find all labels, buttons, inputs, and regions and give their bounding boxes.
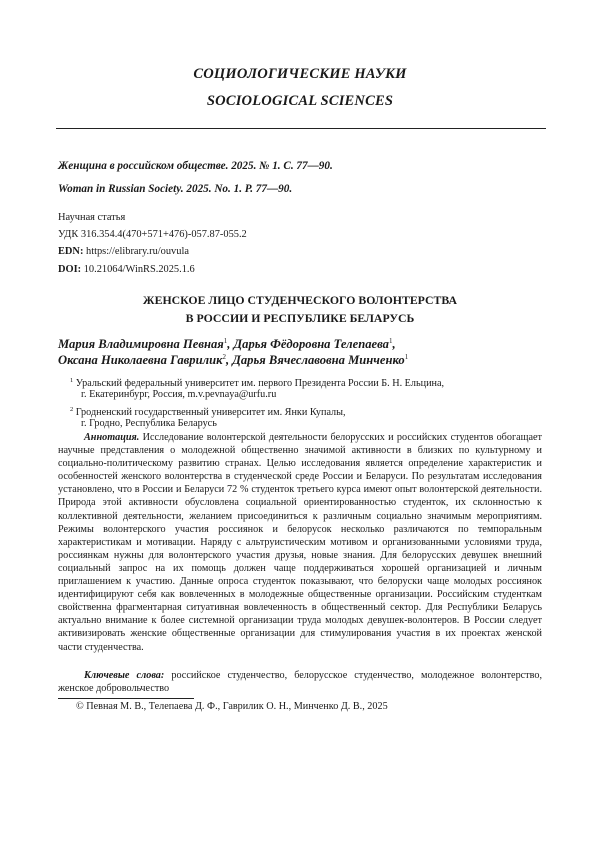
article-type: Научная статья [58, 212, 125, 223]
abstract-text: Исследование волонтерской деятельности белорусских и российских студентов обогащает научные представления о молодежной общественно значимой активности в близких по культурному и социально-политическому развитию странах. Целью исследования является определение характеристик и особенностей женского волонтерства в студенческой среде России и Беларуси. По результатам исследования установлено, что в России и Беларуси 72 % студенток третьего курса имеют опыт волонтерской деятельности. Природа этой активности обусловлена социальной ориентированностью студенток, их склонностью к коллективной деятельности, желанием присоединиться к различным социально значимым мероприятиям. Режимы волонтерского участия россиянок и белорусок несколько различаются по темпоральным характеристикам и мотивации. Наряду с альтруистическим мотивом и организованными условиями труда, россиянкам нужны для волонтерского участия друзья, новые знания. Для белорусских девушек внешний социальный запрос на их помощь должен чаще поддерживаться хорошей организацией и личным приглашением к участию. Данные опроса студенток показывают, что белоруски чаще молодых россиянок идентифицируют себя как вовлеченных в молодежные общественные организации. Российским студенткам свойственна фрагментарная ситуативная вовлеченность в общественный сектор. Для Республики Беларусь актуально внимание к более системной организации труда молодых девушек-волонтеров. В России следует активизировать женские общественные организации для стимулирования участия в их проектах женской части студенчества. [58, 432, 542, 653]
keywords-label: Ключевые слова: [84, 670, 164, 681]
author-separator: , [226, 353, 232, 367]
copyright-notice: © Певная М. В., Телепаева Д. Ф., Гаврилик О. Н., Минченко Д. В., 2025 [76, 701, 388, 712]
affiliation-text: Уральский федеральный университет им. первого Президента России Б. Н. Ельцина, [76, 378, 444, 389]
affiliation-number: 1 [70, 377, 73, 384]
edn-link[interactable]: https://elibrary.ru/ouvula [86, 246, 189, 257]
abstract-label: Аннотация. [84, 432, 139, 443]
affiliation-text: Гродненский государственный университет им. Янки Купалы, [76, 407, 346, 418]
edn-label: EDN: [58, 246, 83, 257]
section-title-en: SOCIOLOGICAL SCIENCES [0, 93, 600, 110]
authors-line-1 [58, 337, 396, 352]
abstract [58, 431, 542, 654]
author-affiliation-mark: 1 [405, 353, 409, 361]
keywords [58, 669, 542, 695]
citation-en-details: . 2025. No. 1. P. 77—90. [181, 183, 292, 195]
footnote-rule [58, 698, 194, 699]
citation-en [58, 183, 292, 195]
author-affiliation-mark: 1 [224, 337, 228, 345]
doi-value: 10.21064/WinRS.2025.1.6 [84, 264, 195, 275]
doi-label: DOI: [58, 264, 81, 275]
header-rule [56, 128, 546, 129]
citation-ru-details: . 2025. № 1. С. 77—90. [226, 160, 333, 172]
affiliation-2-address: г. Гродно, Республика Беларусь [81, 417, 217, 431]
author-name: Оксана Николаевна Гаврилик [58, 353, 222, 367]
citation-ru [58, 160, 333, 172]
author-affiliation-mark: 1 [389, 337, 393, 345]
keywords-text: российское студенчество, белорусское студенчество, молодежное волонтерство, женское добровольчество [58, 670, 542, 694]
edn-line [58, 246, 189, 257]
author-affiliation-mark: 2 [222, 353, 226, 361]
doi-line [58, 264, 195, 275]
article-title-line-2: В РОССИИ И РЕСПУБЛИКЕ БЕЛАРУСЬ [0, 309, 600, 327]
author-name: Дарья Фёдоровна Телепаева [234, 337, 389, 351]
author-separator: , [227, 337, 233, 351]
citation-en-journal: Woman in Russian Society [58, 183, 181, 195]
affiliation-1-address: г. Екатеринбург, Россия, m.v.pevnaya@urfu.ru [81, 388, 276, 402]
udc-code: УДК 316.354.4(470+571+476)-057.87-055.2 [58, 229, 247, 240]
section-title-ru: СОЦИОЛОГИЧЕСКИЕ НАУКИ [0, 66, 600, 83]
citation-ru-journal: Женщина в российском обществе [58, 160, 226, 172]
authors-line-2 [58, 353, 408, 368]
article-first-page [0, 0, 600, 848]
author-name: Мария Владимировна Певная [58, 337, 224, 351]
author-name: Дарья Вячеславовна Минченко [232, 353, 404, 367]
author-separator: , [392, 337, 395, 351]
article-title-line-1: ЖЕНСКОЕ ЛИЦО СТУДЕНЧЕСКОГО ВОЛОНТЕРСТВА [0, 291, 600, 309]
affiliation-number: 2 [70, 406, 73, 413]
